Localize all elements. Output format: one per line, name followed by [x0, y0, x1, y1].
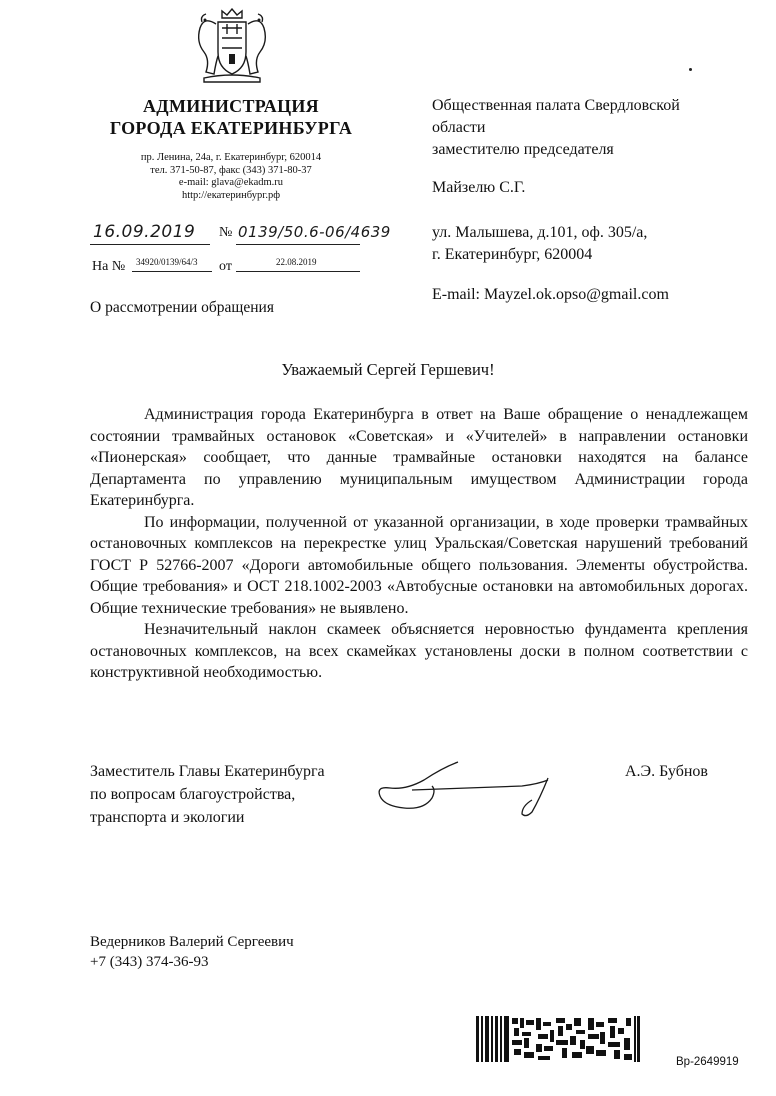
letter-body — [90, 404, 748, 684]
reply-number-underline — [132, 271, 212, 272]
reply-number: 34920/0139/64/3 — [136, 257, 198, 267]
recipient-org-line1: Общественная палата Свердловской — [432, 97, 680, 114]
org-email-line: e-mail: glava@ekadm.ru — [178, 177, 284, 188]
executor-phone: +7 (343) 374-36-93 — [90, 954, 209, 970]
body-paragraph: Незначительный наклон скамеек объясняется неровностью фундамента крепления остановочных комплексов, на всех скамейках установлены доски в полном соответствии с конструктивной необходимостью. — [90, 621, 748, 681]
recipient-position: заместителю председателя — [432, 141, 614, 158]
signatory-position-line: Заместитель Главы Екатеринбурга — [90, 763, 325, 780]
reply-date: 22.08.2019 — [276, 257, 317, 267]
outgoing-date: 16.09.2019 — [93, 222, 196, 242]
signatory-position-line: транспорта и экологии — [90, 809, 245, 826]
signatory-name: А.Э. Бубнов — [625, 763, 708, 780]
org-website-line: http://екатеринбург.рф — [181, 189, 281, 201]
body-paragraph: По информации, полученной от указанной организации, в ходе проверки трамвайных остановочных комплексов на перекрестке улиц Уральская/Советская нарушений требований ГОСТ Р 52766-2007 «Дороги автомобильные общего пользования. Элементы обустройства. Общие требования» и ОСТ 218.1002-2003 «Автобусные остановки на автомобильных дорогах. Общие технические требования» не выявлено. — [90, 513, 748, 617]
recipient-street: ул. Малышева, д.101, оф. 305/а, — [432, 224, 648, 241]
org-address-block — [86, 152, 376, 202]
signatory-position — [90, 760, 325, 829]
handwritten-signature — [372, 758, 562, 818]
reply-date-label: от — [219, 259, 232, 274]
recipient-name: Майзелю С.Г. — [432, 179, 526, 196]
org-title-line1: АДМИНИСТРАЦИЯ — [143, 96, 319, 116]
number-underline — [236, 244, 360, 245]
body-paragraph: Администрация города Екатеринбурга в ответ на Ваше обращение о ненадлежащем состоянии трамвайных остановок «Советская» и «Учителей» в направлении остановки «Пионерская» сообщает, что данные трамвайные остановки находятся на балансе Департамента по управлению муниципальным имуществом Администрации города Екатеринбурга. — [90, 406, 748, 509]
letter-greeting: Уважаемый Сергей Гершевич! — [281, 360, 495, 379]
letter-subject: О рассмотрении обращения — [90, 299, 274, 316]
reply-date-underline — [236, 271, 360, 272]
barcode-number: Вр-2649919 — [676, 1056, 739, 1068]
executor-block — [90, 932, 294, 972]
coat-of-arms-emblem — [192, 8, 272, 84]
scan-dot — [689, 68, 692, 71]
signatory-position-line: по вопросам благоустройства, — [90, 786, 296, 803]
org-phone-line: тел. 371-50-87, факс (343) 371-80-37 — [150, 164, 312, 176]
executor-name: Ведерников Валерий Сергеевич — [90, 934, 294, 950]
barcode — [476, 1016, 640, 1062]
date-underline — [90, 244, 210, 245]
recipient-city: г. Екатеринбург, 620004 — [432, 246, 593, 263]
recipient-email: E-mail: Mayzel.ok.opso@gmail.com — [432, 286, 669, 303]
outgoing-number-sign: № — [219, 225, 233, 240]
recipient-org-line2: области — [432, 119, 486, 136]
org-address-line: пр. Ленина, 24а, г. Екатеринбург, 620014 — [140, 152, 322, 163]
recipient-org — [432, 95, 680, 139]
reply-number-label: На № — [92, 259, 126, 274]
org-title-line2: ГОРОДА ЕКАТЕРИНБУРГА — [109, 118, 353, 138]
outgoing-number: 0139/50.6-06/4639 — [238, 223, 391, 241]
